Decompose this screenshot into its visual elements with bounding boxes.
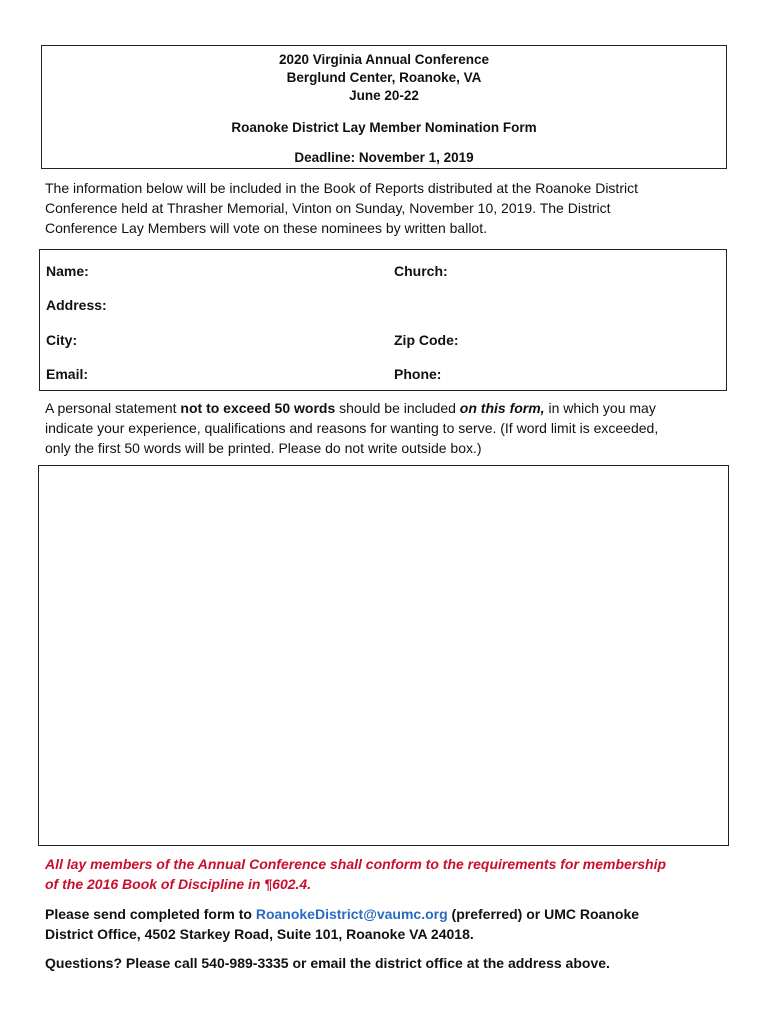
statement-instructions-line-2: indicate your experience, qualifications and reasons for wanting to serve. (If word limit is exceeded, [45,420,659,436]
zip-code-field[interactable]: Zip Code: [394,332,459,348]
statement-instructions [45,398,735,458]
intro-line-3: Conference Lay Members will vote on these nominees by written ballot. [45,220,487,236]
conference-header-box [41,45,727,169]
address-field[interactable]: Address: [46,297,107,313]
submission-line-1 [45,904,735,924]
conference-title: 2020 Virginia Annual Conference [278,52,490,67]
statement-instructions-line-1 [45,398,735,418]
name-field[interactable]: Name: [46,263,89,279]
submission-prefix: Please send completed form to [45,906,256,922]
district-email-link[interactable]: RoanokeDistrict@vaumc.org [255,906,448,922]
membership-notice-line-2: of the 2016 Book of Discipline in ¶602.4. [45,876,312,892]
submission-line-2: District Office, 4502 Starkey Road, Suite 101, Roanoke VA 24018. [45,926,474,942]
on-this-form-emphasis: on this form, [459,400,545,416]
questions-contact: Questions? Please call 540-989-3335 or email the district office at the address above. [45,955,610,971]
personal-statement-box[interactable] [38,465,729,846]
deadline: Deadline: November 1, 2019 [294,150,474,165]
statement-text-3: in which you may [544,400,656,416]
form-title: Roanoke District Lay Member Nomination Form [231,120,537,135]
submission-suffix: (preferred) or UMC Roanoke [447,906,640,922]
statement-text-1: A personal statement [45,400,181,416]
statement-text-2: should be included [335,400,460,416]
intro-paragraph [45,178,735,238]
email-field[interactable]: Email: [46,366,89,382]
statement-instructions-line-3: only the first 50 words will be printed. Please do not write outside box.) [45,440,482,456]
conference-venue: Berglund Center, Roanoke, VA [286,70,482,85]
word-limit-emphasis: not to exceed 50 words [180,400,336,416]
membership-notice-line-1: All lay members of the Annual Conference shall conform to the requirements for membership [45,856,667,872]
church-field[interactable]: Church: [394,263,448,279]
submission-instructions [45,904,735,944]
city-field[interactable]: City: [46,332,78,348]
membership-notice [45,854,735,894]
nominee-info-box [39,249,727,391]
conference-dates: June 20-22 [349,88,419,103]
phone-field[interactable]: Phone: [394,366,442,382]
intro-line-1: The information below will be included in the Book of Reports distributed at the Roanoke District [45,180,638,196]
intro-line-2: Conference held at Thrasher Memorial, Vinton on Sunday, November 10, 2019. The District [45,200,611,216]
